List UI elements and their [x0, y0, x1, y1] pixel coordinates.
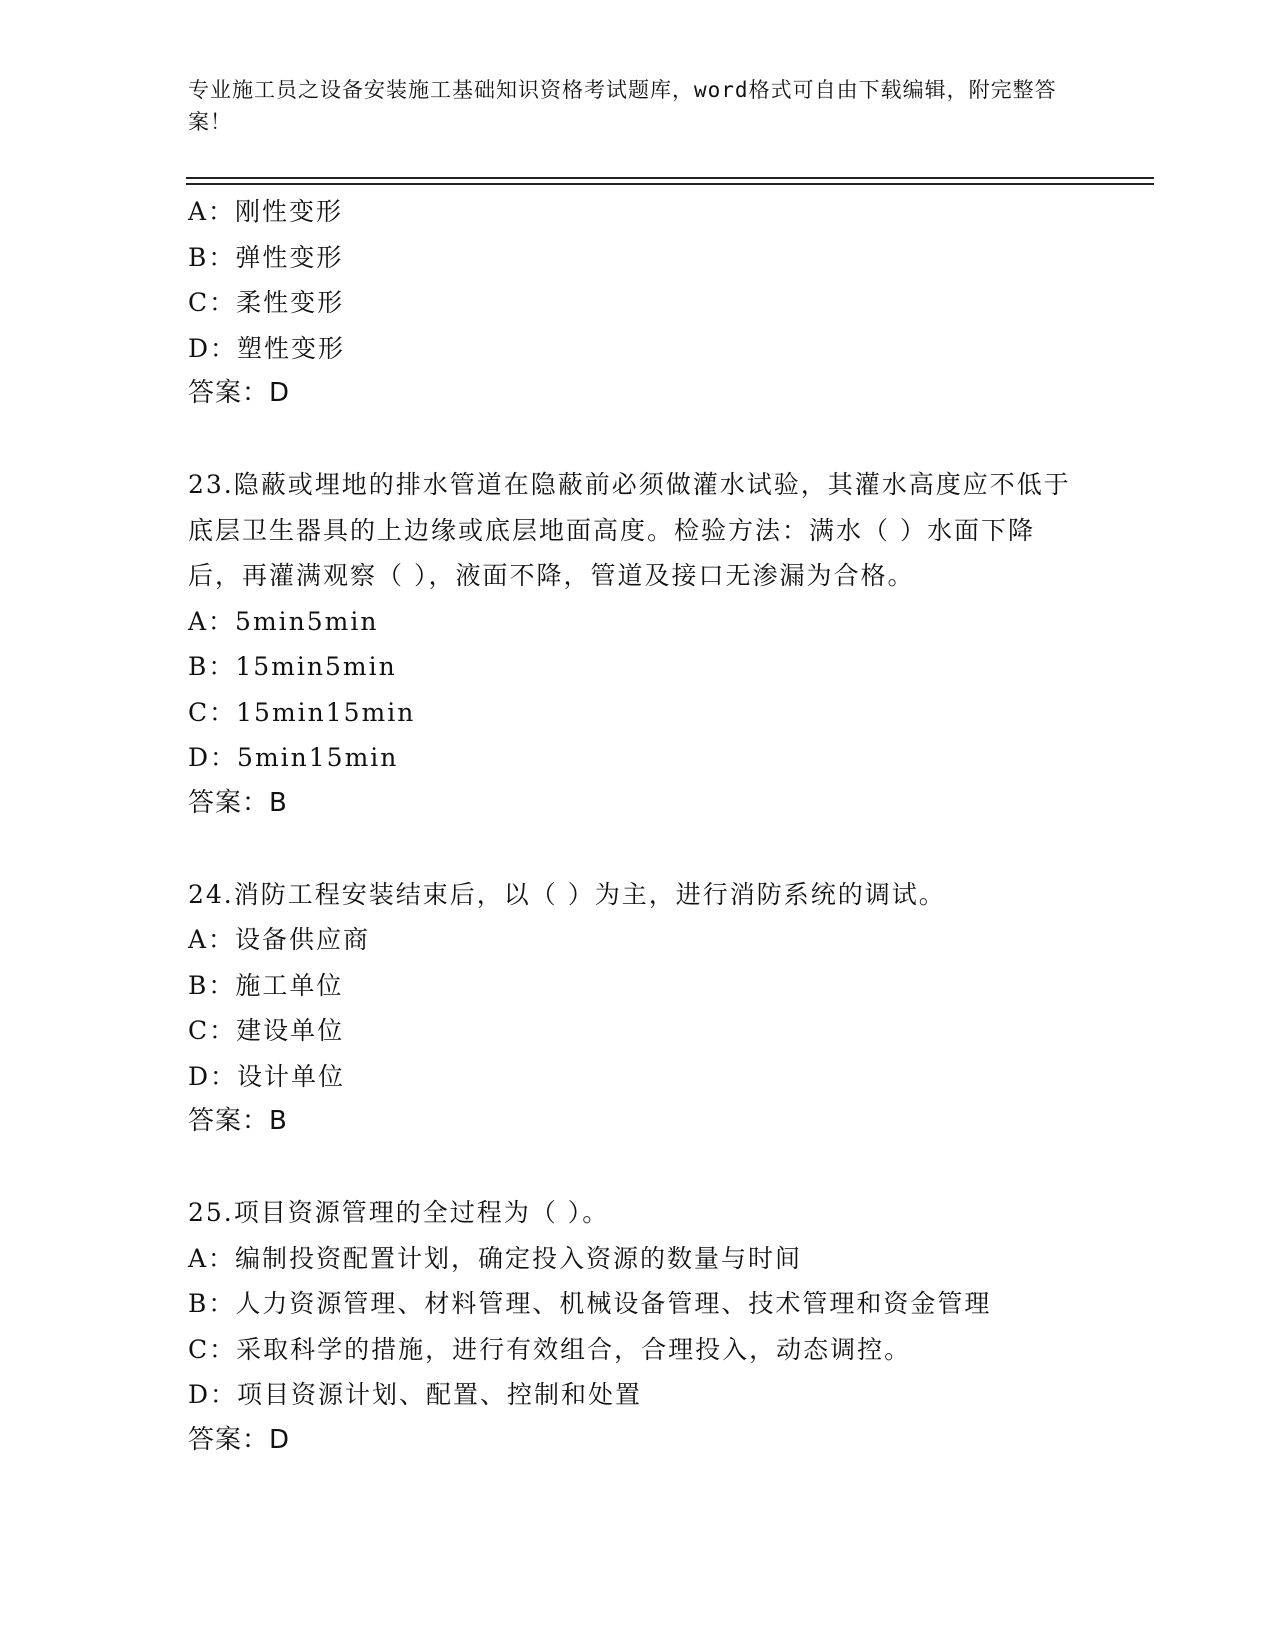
option-b: B：15min5min	[188, 652, 397, 681]
header-divider-top	[186, 177, 1154, 179]
option-a: A：编制投资配置计划，确定投入资源的数量与时间	[188, 1243, 803, 1273]
option-b: B：弹性变形	[188, 242, 344, 272]
option-c: C：建设单位	[188, 1016, 345, 1045]
answer-label: 答案：B	[188, 787, 288, 818]
option-a: A：刚性变形	[188, 197, 344, 226]
question-23	[188, 462, 1088, 826]
document-header: 专业施工员之设备安装施工基础知识资格考试题库，word格式可自由下载编辑，附完整答案！	[188, 78, 1057, 134]
answer-label: 答案：D	[188, 1424, 291, 1455]
option-c: C：柔性变形	[188, 288, 345, 317]
option-b: B：施工单位	[188, 970, 344, 1000]
answer-label: 答案：D	[188, 378, 291, 408]
option-c: C：采取科学的措施，进行有效组合，合理投入，动态调控。	[188, 1334, 912, 1364]
option-a: A：5min5min	[188, 606, 379, 636]
header-divider-bottom	[186, 183, 1154, 185]
option-b: B：人力资源管理、材料管理、机械设备管理、技术管理和资金管理	[188, 1289, 992, 1318]
question-stem: 23.隐蔽或埋地的排水管道在隐蔽前必须做灌水试验，其灌水高度应不低于底层卫生器具的上边缘或底层地面高度。检验方法：满水（ ）水面下降后，再灌满观察（ ），液面不降，管道及接口无渗漏为合格。	[188, 470, 1071, 590]
option-d: D：设计单位	[188, 1061, 346, 1091]
option-d: D：塑性变形	[188, 333, 346, 363]
question-list	[188, 189, 1088, 1463]
question-24	[188, 872, 1088, 1145]
question-stem: 24.消防工程安装结束后，以（ ）为主，进行消防系统的调试。	[188, 879, 946, 909]
option-d: D：5min15min	[188, 743, 399, 772]
option-d: D：项目资源计划、配置、控制和处置	[188, 1380, 643, 1409]
question-stem: 25.项目资源管理的全过程为（ ）。	[188, 1198, 610, 1227]
option-a: A：设备供应商	[188, 925, 371, 954]
question-22	[188, 189, 1088, 417]
question-25	[188, 1190, 1088, 1463]
answer-label: 答案：B	[188, 1106, 288, 1136]
option-c: C：15min15min	[188, 697, 416, 727]
